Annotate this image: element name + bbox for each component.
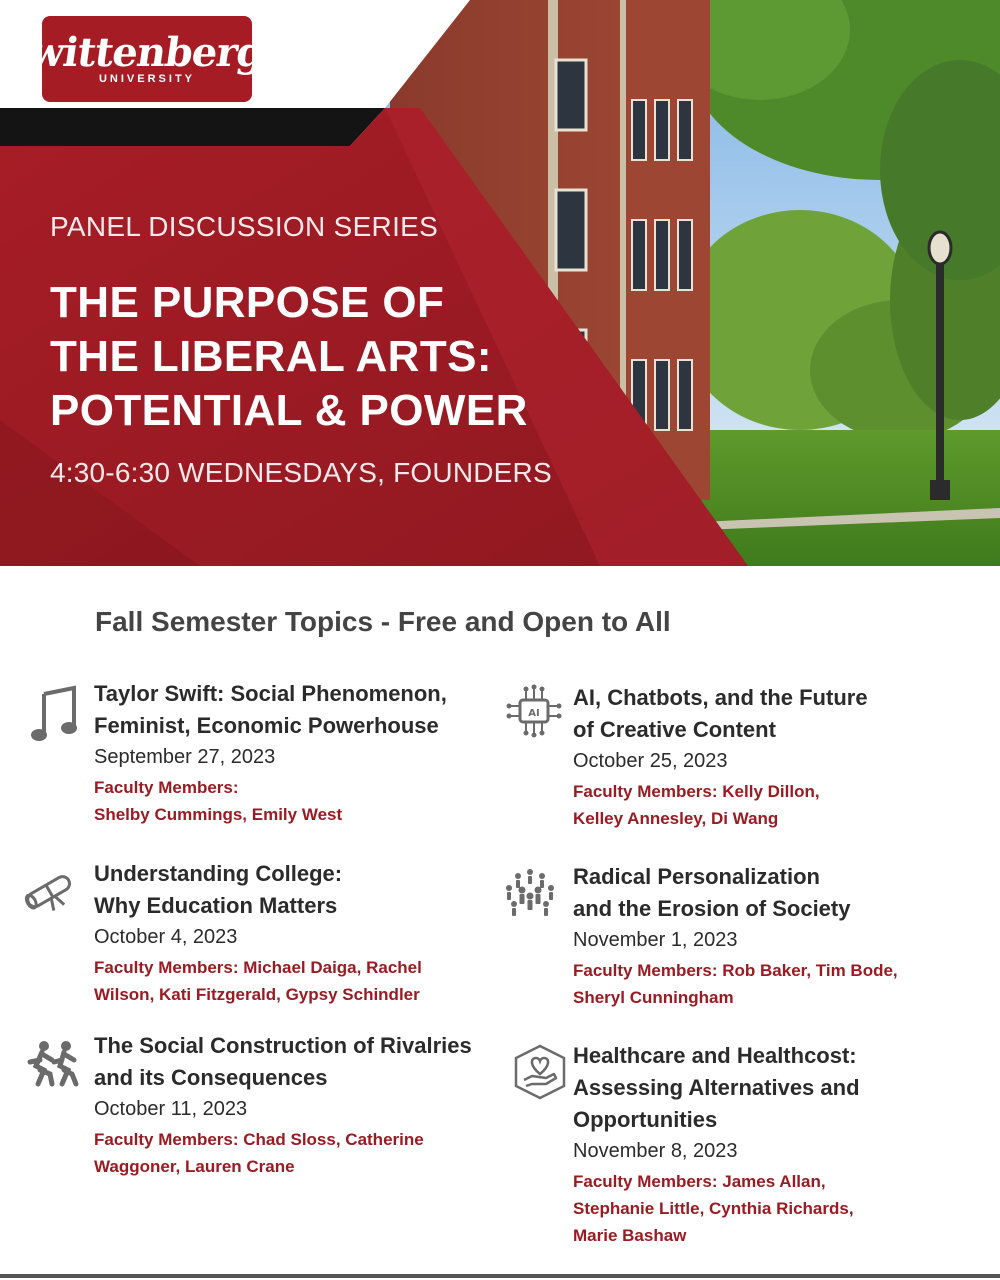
faculty-line: Faculty Members: James Allan,	[573, 1172, 826, 1191]
topic-item	[573, 1040, 973, 1249]
topic-date: September 27, 2023	[94, 746, 276, 768]
faculty-line: Wilson, Kati Fitzgerald, Gypsy Schindler	[94, 985, 420, 1004]
topic-date: November 8, 2023	[573, 1140, 738, 1162]
bottom-divider	[0, 1274, 1000, 1278]
topic-title-line: Why Education Matters	[94, 893, 338, 918]
ai-chip-icon	[506, 684, 562, 740]
title-line: THE PURPOSE OF	[50, 278, 445, 327]
topic-title-line: Opportunities	[573, 1107, 718, 1132]
topic-title-line: and the Erosion of Society	[573, 896, 851, 921]
topic-faculty	[94, 1126, 494, 1180]
topic-item	[94, 678, 494, 828]
topic-date: October 4, 2023	[94, 926, 238, 948]
topic-item	[573, 682, 973, 832]
faculty-line: Faculty Members: Rob Baker, Tim Bode,	[573, 961, 898, 980]
series-label: PANEL DISCUSSION SERIES	[50, 211, 439, 242]
topic-item	[573, 861, 973, 1011]
topic-title-line: Taylor Swift: Social Phenomenon,	[94, 681, 447, 706]
faculty-line: Marie Bashaw	[573, 1226, 687, 1245]
crowd-icon	[502, 866, 558, 922]
svg-text:AI: AI	[528, 708, 540, 719]
faculty-line: Faculty Members: Chad Sloss, Catherine	[94, 1130, 424, 1149]
title-line: THE LIBERAL ARTS:	[50, 332, 492, 381]
topic-date: November 1, 2023	[573, 929, 738, 951]
topic-faculty	[573, 957, 973, 1011]
topic-title-line: and its Consequences	[94, 1065, 328, 1090]
topic-title-line: Assessing Alternatives and	[573, 1075, 860, 1100]
topic-faculty	[573, 1168, 973, 1249]
section-heading: Fall Semester Topics - Free and Open to All	[95, 606, 671, 637]
faculty-line: Faculty Members:	[94, 778, 239, 797]
topic-faculty	[94, 954, 494, 1008]
topic-title	[94, 678, 494, 742]
topic-title-line: AI, Chatbots, and the Future	[573, 685, 868, 710]
topic-title	[94, 858, 494, 922]
topic-title-line: of Creative Content	[573, 717, 776, 742]
topic-title	[573, 1040, 973, 1136]
logo-wordmark: wittenberg	[26, 29, 268, 76]
topic-title-line: Healthcare and Healthcost:	[573, 1043, 857, 1068]
topic-item	[94, 1030, 494, 1180]
university-logo[interactable]	[26, 16, 268, 102]
hero-banner	[0, 0, 1000, 566]
topic-item	[94, 858, 494, 1008]
topic-title	[94, 1030, 494, 1094]
page-title	[50, 276, 670, 438]
topic-faculty	[94, 774, 494, 828]
topic-date: October 11, 2023	[94, 1098, 248, 1120]
topic-title-line: Understanding College:	[94, 861, 343, 886]
faculty-line: Faculty Members: Kelly Dillon,	[573, 782, 820, 801]
schedule-text: 4:30-6:30 WEDNESDAYS, FOUNDERS	[50, 457, 552, 488]
music-note-icon	[28, 684, 84, 740]
logo-subtitle: UNIVERSITY	[98, 73, 195, 85]
diploma-icon	[20, 864, 76, 920]
faculty-line: Sheryl Cunningham	[573, 988, 734, 1007]
faculty-line: Faculty Members: Michael Daiga, Rachel	[94, 958, 422, 977]
title-line: POTENTIAL & POWER	[50, 386, 528, 435]
faculty-line: Stephanie Little, Cynthia Richards,	[573, 1199, 854, 1218]
topic-title	[573, 682, 973, 746]
runners-icon	[26, 1040, 82, 1096]
topic-date: October 25, 2023	[573, 750, 728, 772]
topic-title	[573, 861, 973, 925]
topic-faculty	[573, 778, 973, 832]
topic-title-line: Feminist, Economic Powerhouse	[94, 713, 439, 738]
faculty-line: Kelley Annesley, Di Wang	[573, 809, 779, 828]
faculty-line: Shelby Cummings, Emily West	[94, 805, 343, 824]
topic-title-line: Radical Personalization	[573, 864, 820, 889]
faculty-line: Waggoner, Lauren Crane	[94, 1157, 295, 1176]
heart-hand-icon	[512, 1044, 568, 1100]
topic-title-line: The Social Construction of Rivalries	[94, 1033, 472, 1058]
